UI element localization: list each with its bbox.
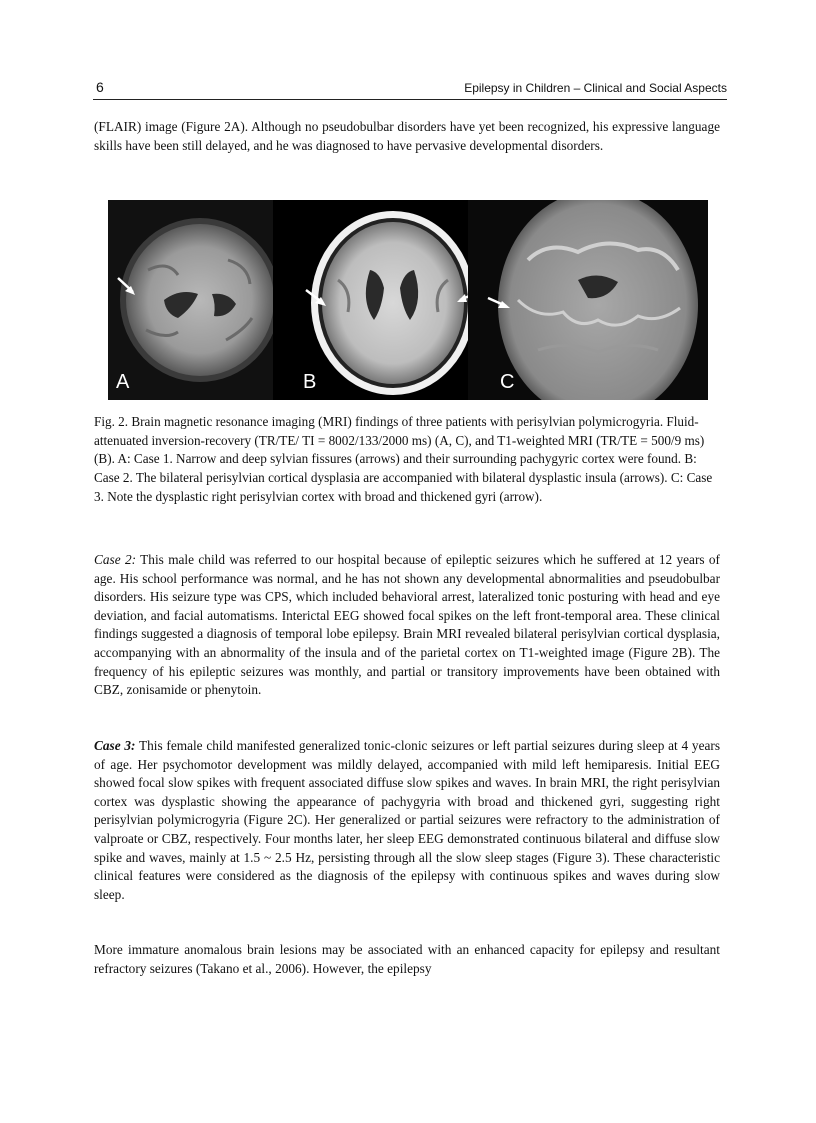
case-2-lead: Case 2:	[94, 552, 137, 567]
panel-b-image	[273, 200, 483, 400]
panel-label-b: B	[303, 371, 317, 393]
page-number: 6	[96, 79, 104, 95]
case-3-lead: Case 3:	[94, 738, 136, 753]
panel-label-c: C	[500, 371, 515, 393]
panel-label-a: A	[116, 371, 130, 393]
figure-caption: Fig. 2. Brain magnetic resonance imaging (MRI) findings of three patients with perisylvian polymicrogyria. Fluid-attenuated inversion-recovery (TR/TE/ TI = 8002/133/2000 ms) (A, C), and T1-weighted MRI (TR/TE = 500/9 ms) (B). A: Case 1. Narrow and deep sylvian fissures (arrows) and their surrounding pachygyric cortex were found. B: Case 2. The bilateral perisylvian cortical dysplasia are accompanied with bilateral dysplastic insula (arrows). C: Case 3. Note the dysplastic right perisylvian cortex with broad and thickened gyri (arrow).	[94, 414, 713, 504]
case-3-paragraph	[94, 737, 720, 904]
final-paragraph: More immature anomalous brain lesions may be associated with an enhanced capacity for epilepsy and resultant refractory seizures (Takano et al., 2006). However, the epilepsy	[94, 942, 720, 976]
intro-paragraph: (FLAIR) image (Figure 2A). Although no pseudobulbar disorders have yet been recognized, his expressive language skills have been still delayed, and he was diagnosed to have pervasive developmental disorders.	[94, 119, 720, 153]
case-2-paragraph	[94, 551, 720, 700]
case-2-text: This male child was referred to our hospital because of epileptic seizures which he suffered at 12 years of age. His school performance was normal, and he has not shown any developmental abnormalities and pseudobulbar disorders. His seizure type was CPS, which included behavioral arrest, lateralized tonic posturing with head and eye deviation, and facial automatisms. Interictal EEG showed focal spikes on the left front-temporal area. These clinical findings suggested a diagnosis of temporal lobe epilepsy. Brain MRI revealed bilateral perisylvian cortical dysplasia, accompanying with an abnormality of the insula and of the parietal cortex on T1-weighted image (Figure 2B). The frequency of his epileptic seizures was monthly, and partial or transitory improvements have been obtained with CBZ, zonisamide or phenytoin.	[94, 552, 720, 698]
mri-figure	[108, 200, 708, 400]
case-3-text: This female child manifested generalized tonic-clonic seizures or left partial seizures during sleep at 4 years of age. Her psychomotor development was mildly delayed, accompanied with mild left hemiparesis. Initial EEG showed focal slow spikes with frequent associated diffuse slow spikes and waves. In brain MRI, the right perisylvian cortex was dysplastic showing the appearance of pachygyria with broad and thickened gyri, suggesting right perisylvian polymicrogyria (Figure 2C). Her generalized or partial seizures were refractory to the administration of valproate or CBZ, respectively. Four months later, her sleep EEG demonstrated continuous bilateral and diffuse slow spike and waves, mainly at 1.5 ~ 2.5 Hz, persisting through all the slow sleep stages (Figure 3). These characteristic clinical features were considered as the diagnosis of the epilepsy with continuous spikes and waves during slow sleep.	[94, 738, 720, 902]
panel-c-image	[468, 200, 708, 400]
page-header	[93, 79, 727, 100]
mri-panels	[108, 200, 708, 400]
running-title: Epilepsy in Children – Clinical and Social Aspects	[464, 81, 727, 95]
panel-a-image	[108, 200, 293, 400]
